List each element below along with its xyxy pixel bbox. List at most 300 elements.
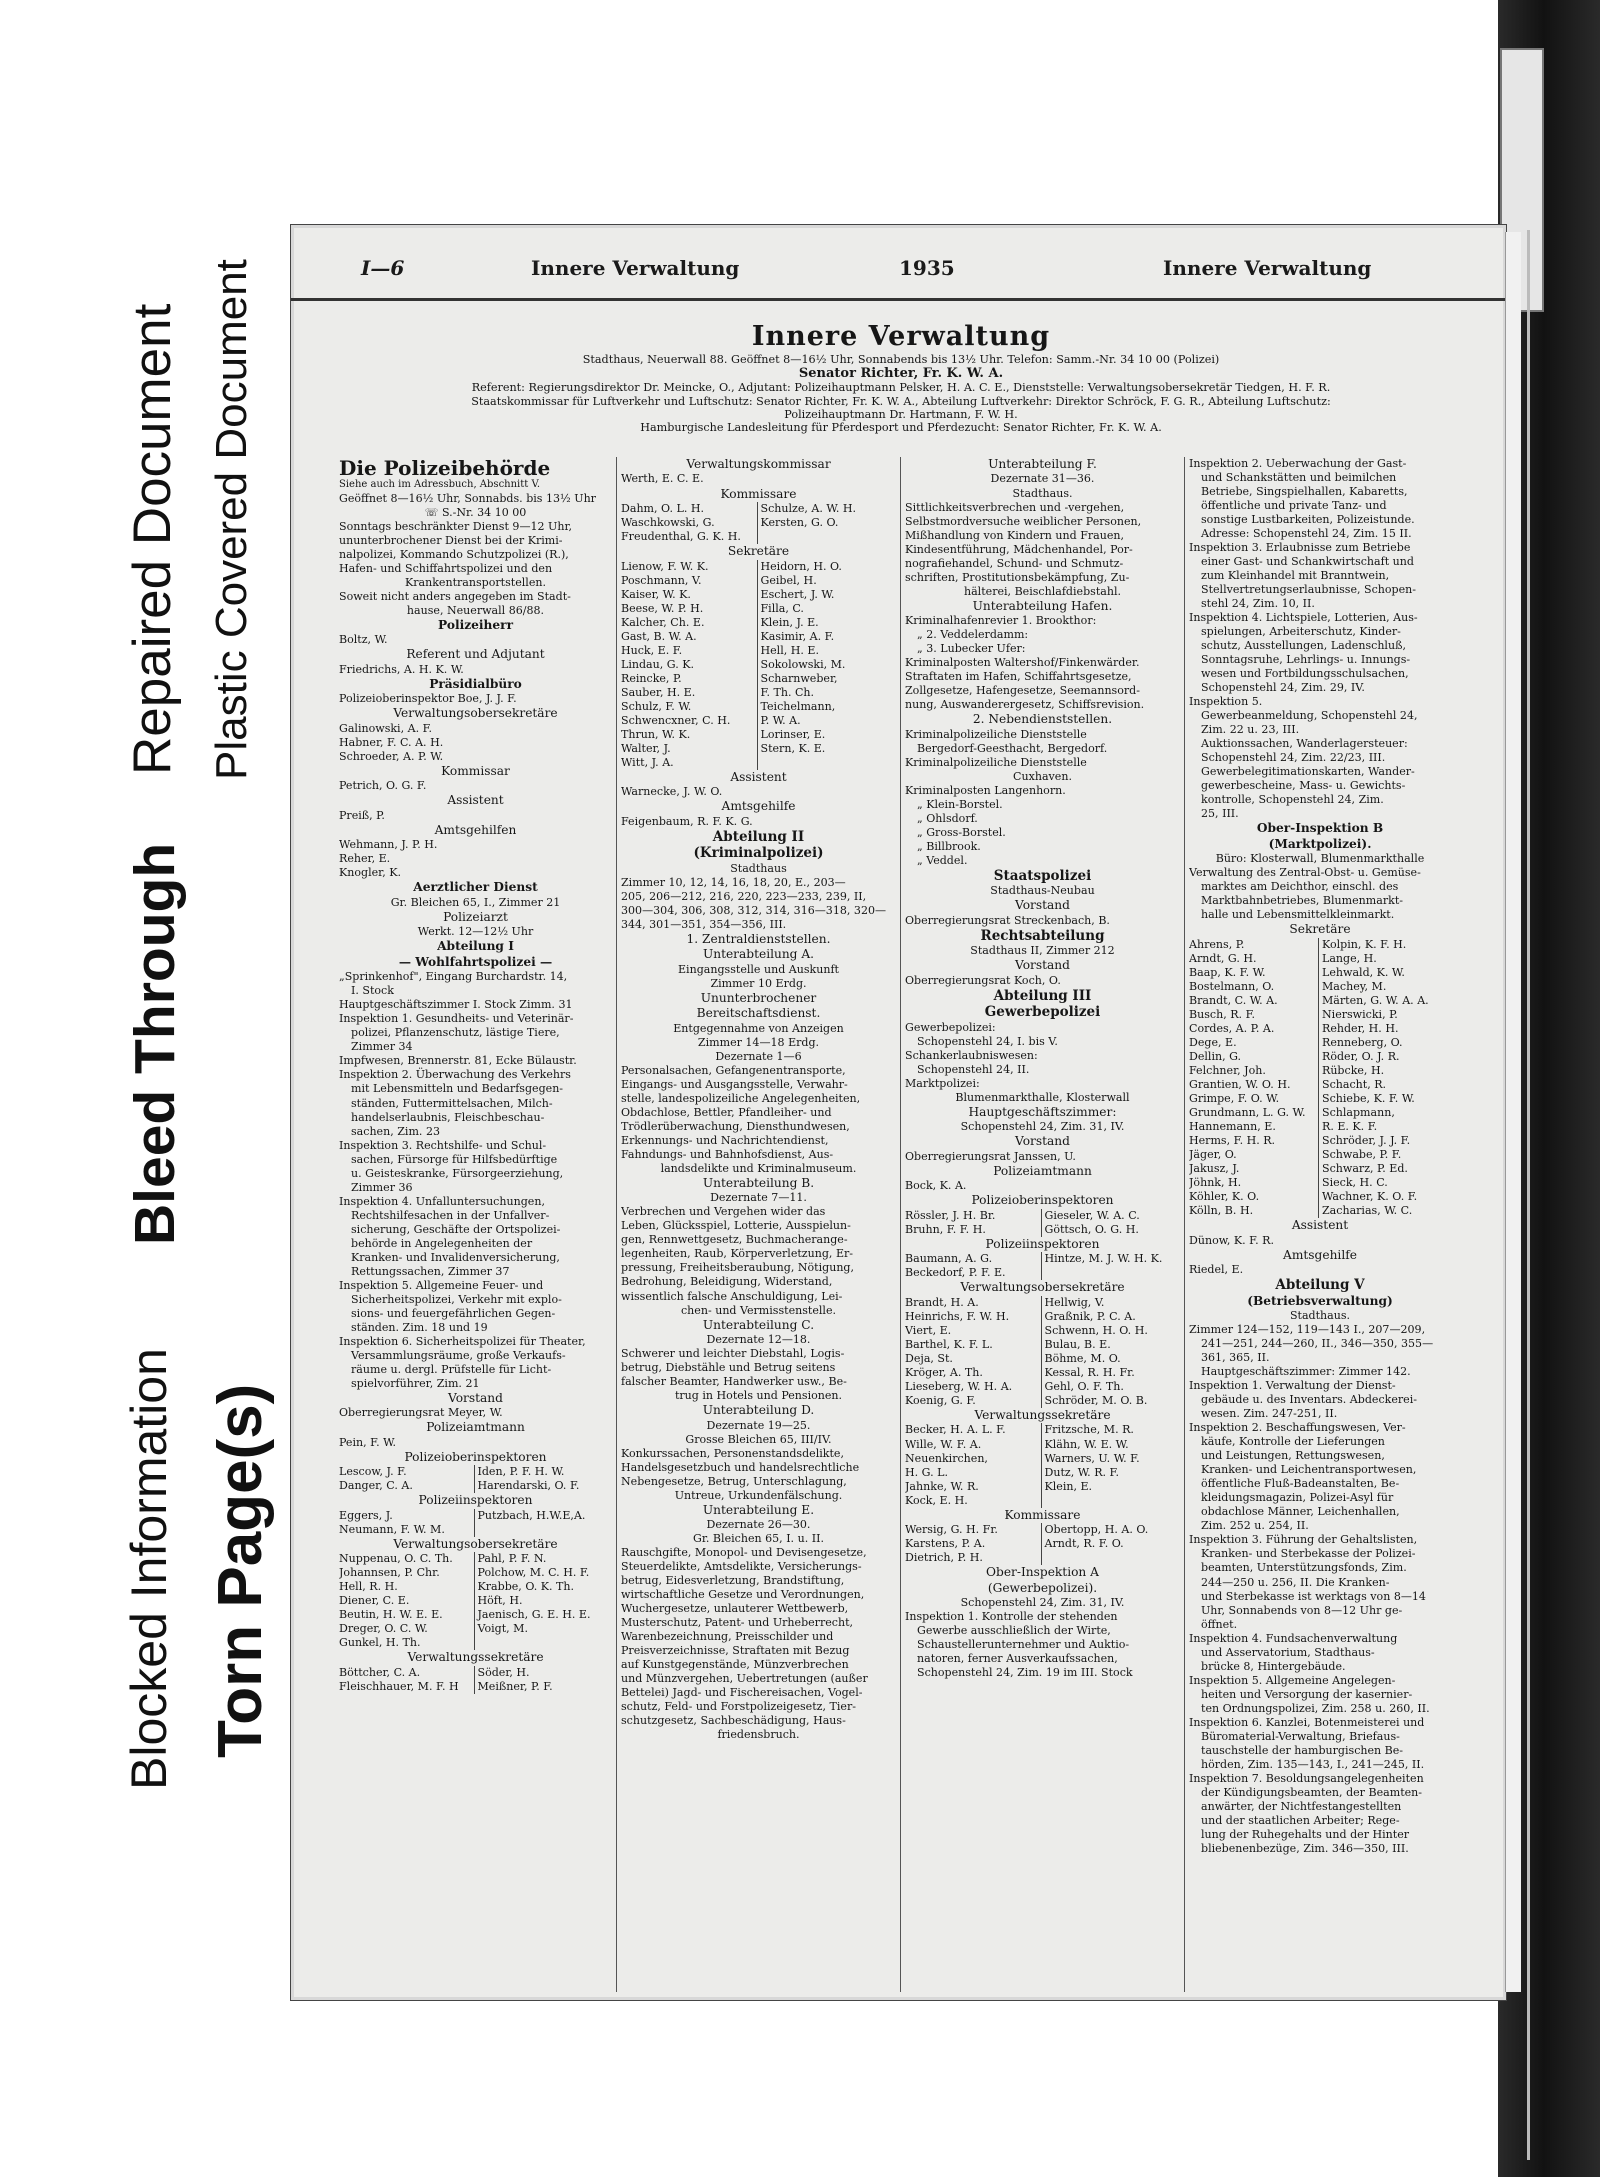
subsection-heading: Kommissare xyxy=(1004,1507,1081,1522)
name-pair-row xyxy=(621,616,896,630)
section-heading: Staatspolizei xyxy=(993,867,1092,884)
text-line: Schopenstehl 24, Zim. 29, IV. xyxy=(1201,681,1365,695)
name-left: Lescow, J. F. xyxy=(339,1465,407,1479)
text-line: Untreue, Urkundenfälschung. xyxy=(674,1488,843,1502)
name-left: Neuenkirchen, xyxy=(905,1451,988,1465)
name-right: Harendarski, O. F. xyxy=(474,1479,613,1493)
text-line: Handelsgesetzbuch und handelsrechtliche xyxy=(621,1460,860,1474)
name-pair-row xyxy=(905,1438,1180,1452)
text-line: Kriminalpolizeiliche Dienststelle xyxy=(905,755,1087,769)
subsection-heading: Assistent xyxy=(730,769,787,784)
name-right xyxy=(757,530,897,544)
name-pair-row xyxy=(339,1666,612,1680)
name-pair-row xyxy=(1189,1036,1451,1050)
text-line: Grosse Bleichen 65, III/IV. xyxy=(685,1432,832,1446)
masthead-luftschutz: Polizeihauptmann Dr. Hartmann, F. W. H. xyxy=(784,407,1018,421)
name-left: Kock, E. H. xyxy=(905,1493,968,1507)
text-line: Dezernate 31—36. xyxy=(990,472,1095,486)
header-rule xyxy=(291,298,1506,301)
text-line: Rauschgifte, Monopol- und Devisengesetze, xyxy=(621,1546,867,1560)
running-year: 1935 xyxy=(899,256,955,280)
text-line: Bettelei) Jagd- und Fischereisachen, Vogel- xyxy=(621,1686,863,1700)
name-pair-row xyxy=(905,1296,1180,1310)
section-heading: Gewerbepolizei xyxy=(984,1004,1101,1021)
name-right: Bulau, B. E. xyxy=(1041,1338,1181,1352)
name-right: Schlapmann, xyxy=(1318,1106,1451,1120)
text-line: pressung, Freiheitsberaubung, Nötigung, xyxy=(621,1261,855,1275)
text-line: und Leistungen, Rettungswesen, xyxy=(1201,1449,1385,1463)
name-left: Baap, K. F. W. xyxy=(1189,965,1266,979)
subsection-heading: Amtsgehilfe xyxy=(1283,1247,1357,1262)
text-line: schutz, Feld- und Forstpolizeigesetz, Tier- xyxy=(621,1700,856,1714)
name-right: Schwenn, H. O. H. xyxy=(1041,1324,1181,1338)
name-pair-row xyxy=(621,658,896,672)
name-right xyxy=(474,1523,613,1537)
name-right: Pahl, P. F. N. xyxy=(474,1552,613,1566)
text-line: Entgegennahme von Anzeigen xyxy=(673,1021,844,1035)
name-right: Klein, J. E. xyxy=(757,616,897,630)
name-pair-row xyxy=(905,1338,1180,1352)
name-pair-row xyxy=(905,1324,1180,1338)
name-left: Arndt, G. H. xyxy=(1189,951,1257,965)
text-line: Blumenmarkthalle, Klosterwall xyxy=(955,1090,1130,1104)
subsection-heading: Hauptgeschäftszimmer: xyxy=(968,1104,1117,1119)
text-line: Sicherheitspolizei, Verkehr mit explo- xyxy=(351,1292,562,1306)
text-line: Petrich, O. G. F. xyxy=(339,779,427,793)
subsection-heading: Unterabteilung F. xyxy=(988,457,1097,471)
text-line: 344, 301—351, 354—356, III. xyxy=(621,917,787,931)
text-line: nalpolizei, Kommando Schutzpolizei (R.), xyxy=(339,547,569,561)
text-line: Leben, Glücksspiel, Lotterie, Ausspielun- xyxy=(621,1219,851,1233)
text-line: spielungen, Arbeiterschutz, Kinder- xyxy=(1201,625,1401,639)
name-left: Hell, R. H. xyxy=(339,1580,398,1594)
text-line: betrug, Eidesverletzung, Brandstiftung, xyxy=(621,1574,845,1588)
text-line: Sonntagsruhe, Lehrlings- u. Innungs- xyxy=(1201,653,1411,667)
name-pair-row xyxy=(905,1523,1180,1537)
text-line: und Asservatorium, Stadthaus- xyxy=(1201,1645,1375,1659)
text-line: schutzgesetz, Sachbeschädigung, Haus- xyxy=(621,1714,846,1728)
name-pair-row xyxy=(1189,1106,1451,1120)
text-line: Kriminalhafenrevier 1. Brookthor: xyxy=(905,614,1097,628)
text-line: wissentlich falsche Anschuldigung, Lei- xyxy=(621,1289,843,1303)
name-right: Putzbach, H.W.E,A. xyxy=(474,1509,613,1523)
text-line: „ Veddel. xyxy=(917,853,968,867)
subsection-heading: Verwaltungsobersekretäre xyxy=(960,1280,1125,1295)
name-left: Gast, B. W. A. xyxy=(621,629,697,643)
section-heading: Abteilung III xyxy=(993,987,1092,1004)
name-pair-row xyxy=(1189,1078,1451,1092)
text-line: „ 3. Lubecker Ufer: xyxy=(917,642,1026,656)
text-line: Zim. 22 u. 23, III. xyxy=(1201,723,1300,737)
text-line: Erkennungs- und Nachrichtendienst, xyxy=(621,1133,829,1147)
text-line: Versammlungsräume, große Verkaufs- xyxy=(351,1348,566,1362)
subsection-heading: Unterabteilung B. xyxy=(702,1175,815,1190)
name-pair-row xyxy=(339,1552,612,1566)
name-pair-row xyxy=(905,1452,1180,1466)
text-line: Zim. 252 u. 254, II. xyxy=(1201,1519,1309,1533)
subsection-heading: Präsidialbüro xyxy=(429,676,522,691)
text-line: schutz, Ausstellungen, Ladenschluß, xyxy=(1201,639,1406,653)
text-line: falscher Beamter, Handwerker usw., Be- xyxy=(621,1375,847,1389)
text-line: einer Gast- und Schankwirtschaft und xyxy=(1201,555,1414,569)
subsection-heading: (Marktpolizei). xyxy=(1268,836,1372,851)
text-line: natoren, ferner Ausverkaufssachen, xyxy=(917,1652,1118,1666)
text-line: Schaustellerunternehmer und Auktio- xyxy=(917,1638,1130,1652)
text-line: „ Gross-Borstel. xyxy=(917,825,1006,839)
name-left: Kalcher, Ch. E. xyxy=(621,615,705,629)
text-line: Inspektion 4. Fundsachenverwaltung xyxy=(1189,1631,1398,1645)
name-pair-row xyxy=(905,1310,1180,1324)
name-right: Kersten, G. O. xyxy=(757,516,897,530)
text-line: Oberregierungsrat Koch, O. xyxy=(905,973,1061,987)
name-pair-row xyxy=(905,1266,1180,1280)
text-line: Musterschutz, Patent- und Urheberrecht, xyxy=(621,1616,854,1630)
name-left: Jakusz, J. xyxy=(1189,1162,1240,1176)
text-line: Rechtshilfesachen in der Unfallver- xyxy=(351,1208,550,1222)
text-line: wirtschaftliche Gesetze und Verordnungen, xyxy=(621,1588,865,1602)
name-pair-row xyxy=(621,630,896,644)
name-left: Gunkel, H. Th. xyxy=(339,1636,421,1650)
text-line: Schopenstehl 24, Zim. 31, IV. xyxy=(960,1596,1125,1610)
text-line: schriften, Prostitutionsbekämpfung, Zu- xyxy=(905,570,1130,584)
text-line: Zimmer 36 xyxy=(351,1180,413,1194)
name-pair-row xyxy=(339,1566,612,1580)
text-line: ständen, Futtermittelsachen, Milch- xyxy=(351,1096,553,1110)
running-title-left: Innere Verwaltung xyxy=(531,256,740,280)
text-line: Uhr, Sonnabends von 8—12 Uhr ge- xyxy=(1201,1603,1403,1617)
name-pair-row xyxy=(1189,1204,1451,1218)
text-line: Inspektion 2. Ueberwachung der Gast- xyxy=(1189,457,1407,470)
text-line: Hauptgeschäftszimmer I. Stock Zimm. 31 xyxy=(339,998,573,1012)
name-left: Dietrich, P. H. xyxy=(905,1551,983,1565)
text-line: zum Kleinhandel mit Branntwein, xyxy=(1201,569,1390,583)
name-pair-row xyxy=(1189,1064,1451,1078)
name-right: Jaenisch, G. E. H. E. xyxy=(474,1608,613,1622)
name-pair-row xyxy=(1189,1008,1451,1022)
text-line: der Kündigungsbeamten, der Beamten- xyxy=(1201,1785,1423,1799)
name-right: Stern, K. E. xyxy=(757,742,897,756)
name-pair-row xyxy=(905,1466,1180,1480)
name-pair-row xyxy=(905,1551,1180,1565)
name-pair-row xyxy=(339,1523,612,1537)
subsection-heading: Assistent xyxy=(1291,1218,1349,1233)
name-pair-row xyxy=(1189,1134,1451,1148)
column-rule xyxy=(900,457,901,1992)
name-left: Johannsen, P. Chr. xyxy=(339,1566,440,1580)
name-left: Bruhn, F. F. H. xyxy=(905,1222,986,1236)
text-line: Werkt. 12—12½ Uhr xyxy=(417,925,534,939)
subsection-heading: Verwaltungssekretäre xyxy=(974,1408,1111,1422)
text-line: friedensbruch. xyxy=(717,1728,800,1742)
text-line: Preiß, P. xyxy=(339,808,385,822)
text-line: Inspektion 1. Verwaltung der Dienst- xyxy=(1189,1379,1396,1393)
text-line: Zimmer 10, 12, 14, 16, 18, 20, E., 203— xyxy=(621,875,846,889)
name-pair-row xyxy=(1189,952,1451,966)
text-line: Inspektion 5. xyxy=(1189,695,1263,709)
text-line: Dezernate 12—18. xyxy=(706,1333,811,1347)
text-line: Zimmer 124—152, 119—143 I., 207—209, xyxy=(1189,1323,1426,1337)
name-left: Becker, H. A. L. F. xyxy=(905,1423,1006,1437)
text-line: behörde in Angelegenheiten der xyxy=(351,1236,533,1250)
name-right: Geibel, H. xyxy=(757,574,897,588)
text-line: Betriebe, Singspielhallen, Kabaretts, xyxy=(1201,485,1408,499)
name-left: Beckedorf, P. F. E. xyxy=(905,1266,1006,1280)
text-line: gen, Rennwettgesetz, Buchmacherange- xyxy=(621,1233,848,1247)
name-left: Poschmann, V. xyxy=(621,573,702,587)
text-line: „ Ohlsdorf. xyxy=(917,811,978,825)
subsection-heading: 1. Zentraldienststellen. xyxy=(686,931,831,946)
subsection-heading: Vorstand xyxy=(1015,958,1070,973)
text-line: Konkurssachen, Personenstandsdelikte, xyxy=(621,1446,844,1460)
text-line: sions- und feuergefährlichen Gegen- xyxy=(351,1306,556,1320)
name-right: P. W. A. xyxy=(757,714,897,728)
text-line: hälterei, Beischlafdiebstahl. xyxy=(963,584,1122,598)
column-1 xyxy=(339,457,612,1992)
section-heading: Abteilung V xyxy=(1275,1277,1365,1294)
text-line: Inspektion 2. Beschaffungswesen, Ver- xyxy=(1189,1421,1406,1435)
name-left: Brandt, H. A. xyxy=(905,1295,979,1309)
name-left: Schwencxner, C. H. xyxy=(621,713,731,727)
name-right: Sokolowski, M. xyxy=(757,658,897,672)
text-line: anwärter, der Nichtfestangestellten xyxy=(1201,1799,1402,1813)
text-line: obdachlose Männer, Leichenhallen, xyxy=(1201,1505,1400,1519)
name-left: Herms, F. H. R. xyxy=(1189,1134,1276,1148)
text-line: sachen, Zim. 23 xyxy=(351,1124,440,1138)
name-right: R. E. K. F. xyxy=(1318,1120,1451,1134)
text-line: sonstige Lustbarkeiten, Polizeistunde. xyxy=(1201,513,1415,527)
text-line: Stadthaus. xyxy=(1012,486,1073,500)
name-pair-row xyxy=(621,602,896,616)
text-line: 205, 206—212, 216, 220, 223—233, 239, II, xyxy=(621,889,867,903)
name-right: Eschert, J. W. xyxy=(757,588,897,602)
text-line: ununterbrochener Dienst bei der Krimi- xyxy=(339,533,563,547)
text-line: Auktionssachen, Wanderlagersteuer: xyxy=(1201,737,1408,751)
name-left: Dahm, O. L. H. xyxy=(621,501,704,515)
text-line: Inspektion 2. Überwachung des Verkehrs xyxy=(339,1068,571,1082)
name-right xyxy=(1041,1494,1181,1508)
text-line: nografiehandel, Schund- und Schmutz- xyxy=(905,556,1124,570)
name-pair-row xyxy=(1189,1162,1451,1176)
text-line: räume u. dergl. Prüfstelle für Licht- xyxy=(351,1362,552,1376)
subsection-heading: Vorstand xyxy=(1015,898,1070,913)
name-left: Dreger, O. C. W. xyxy=(339,1622,428,1636)
name-right: Machey, M. xyxy=(1318,980,1451,994)
name-pair-row xyxy=(1189,1148,1451,1162)
text-line: Eingangsstelle und Auskunft xyxy=(677,962,839,976)
subsection-heading: Unterabteilung C. xyxy=(702,1317,815,1332)
name-pair-row xyxy=(905,1537,1180,1551)
name-pair-row xyxy=(339,1580,612,1594)
name-right: Polchow, M. C. H. F. xyxy=(474,1566,613,1580)
text-line: Straftaten im Hafen, Schiffahrtsgesetze, xyxy=(905,670,1132,684)
name-right: Voigt, M. xyxy=(474,1622,613,1636)
running-header xyxy=(361,256,1600,286)
text-line: Schopenstehl 24, II. xyxy=(917,1062,1030,1076)
text-line: kontrolle, Schopenstehl 24, Zim. xyxy=(1201,793,1384,807)
name-pair-row xyxy=(1189,938,1451,952)
text-line: Cuxhaven. xyxy=(1013,769,1072,783)
subsection-heading: Verwaltungssekretäre xyxy=(407,1650,544,1665)
name-left: Wersig, G. H. Fr. xyxy=(905,1523,998,1537)
label-plastic-covered: Plastic Covered Document xyxy=(207,259,256,780)
subsection-heading: Polizeiarzt xyxy=(443,909,508,924)
film-edge-line xyxy=(1527,230,1530,2160)
name-left: Walter, J. xyxy=(621,741,671,755)
text-line: Mißhandlung von Kindern und Frauen, xyxy=(905,528,1125,542)
text-line: Schopenstehl 24, Zim. 19 im III. Stock xyxy=(917,1666,1133,1680)
subsection-heading: Unterabteilung Hafen. xyxy=(972,598,1113,613)
text-line: stehl 24, Zim. 10, II. xyxy=(1201,597,1315,611)
name-pair-row xyxy=(905,1352,1180,1366)
name-left: Baumann, A. G. xyxy=(905,1252,993,1266)
text-line: Selbstmordversuche weiblicher Personen, xyxy=(905,514,1142,528)
name-pair-row xyxy=(1189,994,1451,1008)
text-line: I. Stock xyxy=(351,984,394,998)
text-line: Marktpolizei: xyxy=(905,1076,980,1090)
column-2 xyxy=(621,457,896,1992)
subsection-heading: Verwaltungskommissar xyxy=(686,457,831,471)
text-line: Marktbahnbetriebes, Blumenmarkt- xyxy=(1201,894,1403,908)
text-line: Boltz, W. xyxy=(339,633,388,647)
column-3 xyxy=(905,457,1180,1992)
text-line: u. Geisteskranke, Fürsorgeerziehung, xyxy=(351,1166,564,1180)
text-line: Kranken- und Leichentransportwesen, xyxy=(1201,1463,1417,1477)
name-right xyxy=(474,1636,613,1650)
name-pair-row xyxy=(621,700,896,714)
text-line: Inspektion 1. Gesundheits- und Veterinär- xyxy=(339,1012,574,1026)
name-right: Lange, H. xyxy=(1318,952,1451,966)
text-line: kleidungsmagazin, Polizei-Asyl für xyxy=(1201,1491,1394,1505)
text-line: heiten und Versorgung der kasernier- xyxy=(1201,1687,1413,1701)
name-right: Schwabe, P. F. xyxy=(1318,1148,1451,1162)
text-line: Geöffnet 8—16½ Uhr, Sonnabds. bis 13½ Uhr xyxy=(339,491,596,505)
text-line: Kranken- und Invalidenversicherung, xyxy=(351,1250,560,1264)
name-left: Cordes, A. P. A. xyxy=(1189,1022,1275,1036)
name-right: Graßnik, P. C. A. xyxy=(1041,1310,1181,1324)
text-line: Sittlichkeitsverbrechen und -vergehen, xyxy=(905,500,1125,514)
name-pair-row xyxy=(621,560,896,574)
text-line: sachen, Fürsorge für Hilfsbedürftige xyxy=(351,1152,558,1166)
name-right xyxy=(1041,1266,1181,1280)
subsection-heading: Assistent xyxy=(447,793,504,808)
name-left: Hannemann, E. xyxy=(1189,1120,1276,1134)
text-line: Inspektion 5. Allgemeine Feuer- und xyxy=(339,1278,544,1292)
name-pair-row xyxy=(621,574,896,588)
name-pair-row xyxy=(621,516,896,530)
name-left: Beese, W. P. H. xyxy=(621,601,704,615)
subsection-heading: Verwaltungsobersekretäre xyxy=(393,706,558,721)
subsection-heading: Ober-Inspektion A xyxy=(986,1565,1099,1580)
text-line: 25, III. xyxy=(1201,807,1239,821)
subsection-heading: Ununterbrochener xyxy=(700,990,817,1005)
name-right: Lehwald, K. W. xyxy=(1318,966,1451,980)
text-line: Personalsachen, Gefangenentransporte, xyxy=(621,1063,846,1077)
name-right: Kolpin, K. F. H. xyxy=(1318,938,1451,952)
section-heading: Die Polizeibehörde xyxy=(339,457,551,480)
name-left: Witt, J. A. xyxy=(621,755,674,769)
name-pair-row xyxy=(905,1366,1180,1380)
text-line: Inspektion 4. Lichtspiele, Lotterien, Aus- xyxy=(1189,611,1418,625)
name-right: Söder, H. xyxy=(474,1666,613,1680)
text-line: Schankerlaubniswesen: xyxy=(905,1048,1038,1062)
name-pair-row xyxy=(905,1380,1180,1394)
text-line: spielvorführer, Zim. 21 xyxy=(351,1376,480,1390)
text-line: und Sterbekasse ist werktags von 8—14 xyxy=(1201,1589,1426,1603)
name-left: Waschkowski, G. xyxy=(621,516,715,529)
name-right xyxy=(757,756,897,770)
label-blocked-information: Blocked Information xyxy=(121,1348,177,1790)
name-right: Wachner, K. O. F. xyxy=(1318,1190,1451,1204)
text-line: Habner, F. C. A. H. xyxy=(339,735,444,749)
name-left: Lindau, G. K. xyxy=(621,657,694,671)
subsection-heading: Unterabteilung A. xyxy=(702,947,815,962)
text-line: Verbrechen und Vergehen wider das xyxy=(621,1205,826,1219)
name-pair-row xyxy=(905,1223,1180,1237)
text-line: Stadthaus. xyxy=(1289,1309,1351,1323)
name-left: Grimpe, F. O. W. xyxy=(1189,1092,1280,1106)
name-pair-row xyxy=(339,1509,612,1523)
text-line: Dezernate 1—6 xyxy=(715,1049,802,1063)
text-line: Adresse: Schopenstehl 24, Zim. 15 II. xyxy=(1201,527,1412,541)
subsection-heading: (Betriebsverwaltung) xyxy=(1247,1293,1393,1308)
name-right: Fritzsche, M. R. xyxy=(1041,1423,1181,1437)
name-right: Heidorn, H. O. xyxy=(757,560,897,574)
name-left: Kröger, A. Th. xyxy=(905,1365,983,1379)
name-left: Freudenthal, G. K. H. xyxy=(621,530,741,544)
running-title-right: Innere Verwaltung xyxy=(1163,256,1372,280)
text-line: Inspektion 3. Führung der Gehaltslisten, xyxy=(1189,1533,1418,1547)
name-left: Jahnke, W. R. xyxy=(905,1479,979,1493)
text-line: Inspektion 3. Erlaubnisse zum Betriebe xyxy=(1189,541,1411,555)
text-line: Schopenstehl 24, I. bis V. xyxy=(917,1034,1058,1048)
name-left: Danger, C. A. xyxy=(339,1479,413,1493)
name-right: Zacharias, W. C. xyxy=(1318,1204,1451,1218)
text-line: brücke 8, Hintergebäude. xyxy=(1201,1659,1346,1673)
name-pair-row xyxy=(621,742,896,756)
text-line: nung, Auswanderergesetz, Schiffsrevision. xyxy=(905,698,1145,712)
name-right: Nierswicki, P. xyxy=(1318,1008,1451,1022)
page-number: I—6 xyxy=(361,256,405,280)
name-right: Schröder, M. O. B. xyxy=(1041,1394,1181,1408)
text-line: Dezernate 26—30. xyxy=(706,1518,811,1532)
name-right: Böhme, M. O. xyxy=(1041,1352,1181,1366)
name-left: Thrun, W. K. xyxy=(621,727,691,741)
name-right: Hellwig, V. xyxy=(1041,1296,1181,1310)
name-left: Grantien, W. O. H. xyxy=(1189,1078,1291,1092)
subsection-heading: (Gewerbepolizei). xyxy=(987,1580,1098,1595)
section-heading: Abteilung II xyxy=(712,828,805,845)
text-line: sicherung, Geschäfte der Ortspolizei- xyxy=(351,1222,561,1236)
name-right: Renneberg, O. xyxy=(1318,1036,1451,1050)
text-line: landsdelikte und Kriminalmuseum. xyxy=(660,1161,857,1175)
name-left: Huck, E. F. xyxy=(621,643,683,657)
text-line: öffnet. xyxy=(1201,1617,1238,1631)
name-left: Neumann, F. W. M. xyxy=(339,1522,445,1536)
text-line: Sonntags beschränkter Dienst 9—12 Uhr, xyxy=(339,519,573,533)
text-line: „ Klein-Borstel. xyxy=(917,797,1003,811)
subsection-heading: Bereitschaftsdienst. xyxy=(696,1006,821,1021)
name-left: Beutin, H. W. E. E. xyxy=(339,1608,443,1622)
name-right: Höft, H. xyxy=(474,1594,613,1608)
name-right: Dutz, W. R. F. xyxy=(1041,1466,1181,1480)
text-line: Schopenstehl 24, Zim. 31, IV. xyxy=(960,1120,1125,1134)
name-left: Heinrichs, F. W. H. xyxy=(905,1309,1010,1323)
name-pair-row xyxy=(621,644,896,658)
subsection-heading: Ober-Inspektion B xyxy=(1256,821,1384,836)
text-line: Kriminalposten Waltershof/Finkenwärder. xyxy=(905,656,1140,670)
name-pair-row xyxy=(1189,980,1451,994)
text-line: polizei, Pflanzenschutz, lästige Tiere, xyxy=(351,1026,560,1040)
